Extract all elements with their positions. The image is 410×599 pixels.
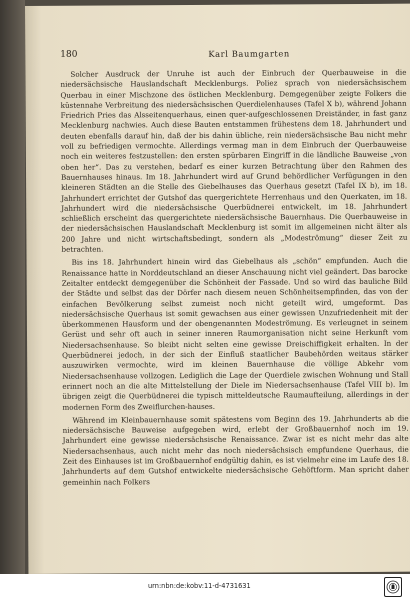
page-header (60, 48, 410, 64)
page-body (60, 68, 409, 488)
book-page (25, 4, 410, 574)
hu-berlin-seal-icon (384, 577, 402, 597)
book-spine-shadow (0, 0, 25, 574)
paragraph: Bis ins 18. Jahrhundert hinein wird das Giebelhaus als „schön“ empfunden. Auch die Renaissance hatte in Norddeutschland an dieser Anschauung nicht viel geändert. Das barocke Zeitalter entdeckt demgegenüber die Schönheit der Fassade. Und so wird das bauliche Bild der Städte und selbst das der Dörfer nach diesem neuen Schönheitsempfinden, das von der einfachen Bevölkerung selbst zumeist noch nicht geteilt wird, umgeformt. Das niedersächsische Querhaus ist somit gewachsen aus einer gewissen Unzufriedenheit mit der überkommenen Hausform und der obengenannten Modeströmung. Es verleugnet in seinem Gerüst und sehr oft auch in seiner inneren Raumorganisation nicht seine Herkunft vom Niedersachsenhause. So bleibt nicht selten eine gewisse Dreischiffigkeit erhalten. In der Querbüdnerei jedoch, in der sich der Einfluß staatlicher Baubehörden weitaus stärker auszuwirken vermochte, wird im kleinen Bauernhause die völlige Abkehr vom Niedersachsenhause vollzogen. Lediglich die Lage der Querdiele zwischen Wohnung und Stall erinnert noch an die alte Mittelstellung der Diele im Niedersachsenhause (Tafel VIII b). Im übrigen zeigt die Querbüdnerei die typisch mitteldeutsche Raumaufteilung, allerdings in der modernen Form des Zweiflurchen-hauses. (61, 256, 409, 412)
paragraph: Während im Kleinbauernhause somit spätestens vom Beginn des 19. Jahrhunderts ab die niedersächsische Bauweise aufgegeben wird, erlebt der Großbauernhof noch im 19. Jahrhundert eine gewisse niedersächsische Renaissance. Zwar ist es nicht mehr das alte Niedersachsenhaus, auch nicht mehr das noch niedersächsisch empfundene Querhaus, die Zeit des Einhauses ist im Großbauernhof endgültig dahin, es ist vielmehr eine im Laufe des 18. Jahrhunderts auf dem Gutshof entwickelte niedersächsische Gehöftform. Man spricht daher gemeinhin nach Folkers (62, 413, 409, 487)
urn-identifier: urn:nbn:de:kobv:11-d-4731631 (148, 582, 251, 590)
viewer-footer (0, 574, 410, 599)
page-number: 180 (60, 49, 78, 60)
running-head: Karl Baumgarten (208, 48, 290, 59)
paragraph: Solcher Ausdruck der Unruhe ist auch der Einbruch der Querbauweise in die niedersächsische Hauslandschaft Mecklenburgs. Poliez sprach von niedersächsischem Querbau in einer Mischzone des östlichen Mecklenburg. Demgegenüber zeigte Folkers die küstennahe Verbreitung des niedersächsischen Querdielenhauses (Tafel X b), während Johann Friedrich Pries das Alsseitenquerhaus, einen quer-aufgeschlossenen Dreiständer, in fast ganz Mecklenburg nachwies. Auch diese Bauten entstammen frühestens dem 18. Jahrhundert und deuten ebenfalls darauf hin, daß der bis dahin übliche, rein niedersächsische Bau nicht mehr voll zu befriedigen vermochte. Allerdings vermag man in dem Einbruch der Querbauweise noch ein weiteres festzustellen: den ersten spürbaren Eingriff in die ländliche Bauweise „von oben her“. Das zu verstehen, bedarf es einer kurzen Betrachtung über den Rahmen des Bauernhauses hinaus. Im 18. Jahrhundert wird auf Grund behördlicher Verfügungen in den kleineren Städten an die Stelle des Giebelhauses das Querhaus gesetzt (Tafel IX b), im 18. Jahrhundert errichtet der Gutshof das quergerichtete Herrenhaus und den Querkaten, im 18. Jahrhundert wird die niedersächsische Querbüdnerei entwickelt, im 18. Jahrhundert schließlich erscheint das quergerichtete niedersächsische Bauernhaus. Die Querbauweise in der niedersächsischen Hauslandschaft Mecklenburg ist somit im allgemeinen nicht älter als 200 Jahre und nicht wirtschaftsbedingt, sondern als „Modeströmung“ dieser Zeit zu betrachten. (60, 67, 408, 254)
